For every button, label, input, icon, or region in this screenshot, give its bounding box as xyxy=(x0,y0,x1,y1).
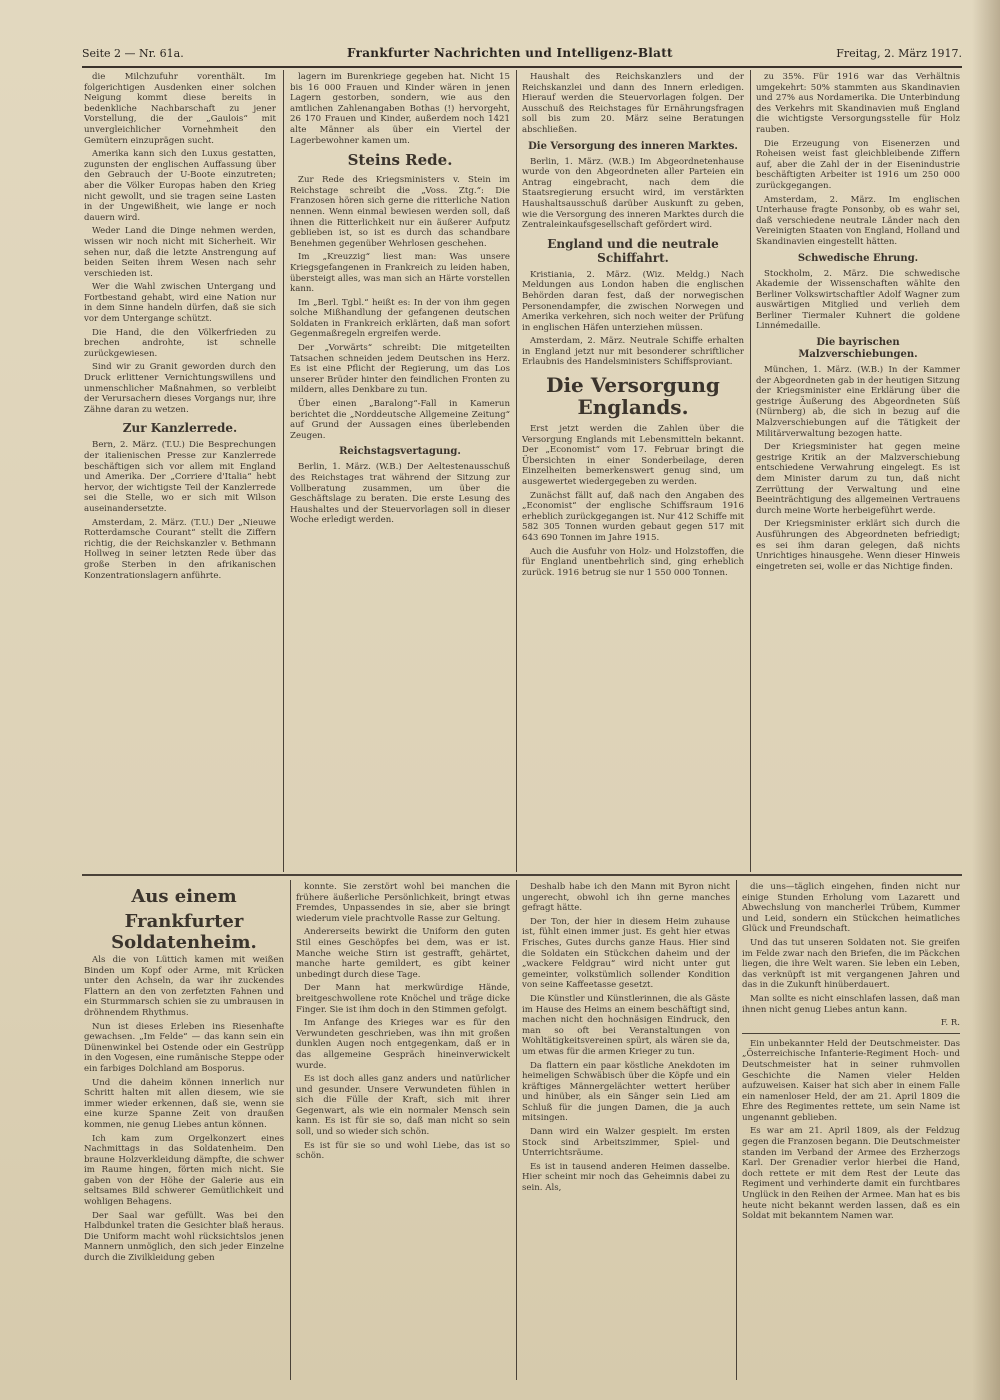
paragraph: Die Erzeugung von Eisenerzen und Roheisen weist fast gleichbleibende Ziffern auf, aber die Zahl der in der Eisenindustrie beschäftigten Arbeiter ist 1916 um 250 000 zurückgegangen. xyxy=(756,138,960,191)
paragraph: Erst jetzt werden die Zahlen über die Versorgung Englands mit Lebensmitteln bekannt. Der „Economist“ vom 17. Februar bringt die Übersichten in einer Sonderbeilage, deren Einzelheiten bemerkenswert genug sind, um ausgewertet wiedergegeben zu werden. xyxy=(522,424,744,488)
paragraph: Auch die Ausfuhr von Holz- und Holzstoffen, die für England unentbehrlich sind, ging erheblich zurück. 1916 betrug sie nur 1 550 000 Tonnen. xyxy=(522,546,744,578)
paragraph: Und das tut unseren Soldaten not. Sie greifen im Felde zwar nach den Briefen, die im Päckchen liegen, die ihre Welt waren. Sie leben ein Leben, das verknüpft ist mit vergangenen Jahren und das in die Zukunft hinüberdauert. xyxy=(742,937,960,991)
paragraph: Amerika kann sich den Luxus gestatten, zugunsten der englischen Auffassung über den Gebrauch der U-Boote einzutreten; aber die Völker Europas haben den Krieg nicht gewollt, und sie tragen seine Lasten in der Ungewißheit, wie lange er noch dauern wird. xyxy=(84,149,276,223)
masthead-line xyxy=(82,40,962,68)
author-signature: F. R. xyxy=(940,1018,960,1029)
paragraph: Der Mann hat merkwürdige Hände, breitgeschwollene rote Knöchel und träge dicke Finger. Sie ist ihm doch in den Stimmen gefolgt. xyxy=(296,983,510,1015)
article-heading: Die Versorgung des inneren Marktes. xyxy=(528,140,738,152)
article-heading: England und die neutrale Schiffahrt. xyxy=(547,236,719,265)
paragraph: München, 1. März. (W.B.) In der Kammer der Abgeordneten gab in der heutigen Sitzung der Kriegsminister eine Erklärung über die gestrige Äußerung des Abgeordneten Süß (Nürnberg) ab, die sich in bezug auf die Malzverschiebungen auf die Tätigkeit der Militärverwaltung bezogen hatte. xyxy=(756,365,960,439)
column-2 xyxy=(290,72,510,870)
paragraph: Im Anfange des Krieges war es für den Verwundeten geschrieben, was ihn mit großen dunklen Augen noch entgegenkam, daß er in das allgemeine Gespräch hineinverwickelt wurde. xyxy=(296,1018,510,1071)
page-edge-shadow xyxy=(972,0,1000,1400)
paragraph: Stockholm, 2. März. Die schwedische Akademie der Wissenschaften wählte den Berliner Volkswirtschaftler Adolf Wagner zum auswärtigen Mitglied und verlieh dem Berliner Tiermaler Kuhnert die goldene Linnémedaille. xyxy=(756,268,960,332)
paragraph: die uns—täglich eingehen, finden nicht nur einige Stunden Erholung vom Lazarett und Abwechslung von mancherlei Trübem, Kummer und Leid, sondern ein Stückchen heimatliches Glück und Freundschaft. xyxy=(742,882,960,935)
feuilleton-column-1 xyxy=(84,882,284,1382)
paragraph: Bern, 2. März. (T.U.) Die Besprechungen der italienischen Presse zur Kanzlerrede beschäftigen sich vor allem mit England und Amerika. Der „Corriere d'Italia“ hebt hervor, der wichtigste Teil der Kanzlerrede sei die Stelle, wo er sich mit Wilson auseinandersetzte. xyxy=(84,440,276,514)
paragraph: Ich kam zum Orgelkonzert eines Nachmittags in das Soldatenheim. Den braune Holzverkleidung dämpfte, die schwer im Raume hingen, förten mich nicht. Sie gaben von der Höhe der Galerie aus ein seltsames Bild schwerer Gemütlichkeit und wohligen Behagens. xyxy=(84,1133,284,1208)
paragraph: Als die von Lüttich kamen mit weißen Binden um Kopf oder Arme, mit Krücken unter den Achseln, da war ihr zuckendes Flattern an den von zerfetzten Fahnen und ein Sturmmarsch schien sie zu umbrausen in dröhnendem Rhythmus. xyxy=(84,955,284,1018)
paragraph: konnte. Sie zerstört wohl bei manchen die frühere äußerliche Persönlichkeit, bringt etwas Fremdes, Unpassendes in sie, aber sie bringt wiederum viele prachtvolle Rasse zur Geltung. xyxy=(296,882,510,924)
article-heading: Schwedische Ehrung. xyxy=(797,252,919,264)
paragraph: Im „Kreuzzig“ liest man: Was unsere Kriegsgefangenen in Frankreich zu leiden haben, übersteigt alles, was man sich an Härte vorstellen kann. xyxy=(290,252,510,295)
paragraph: Die Hand, die den Völkerfrieden zu brechen androhte, ist schnelle zurückgewiesen. xyxy=(84,327,276,359)
paragraph: Amsterdam, 2. März. Neutrale Schiffe erhalten in England jetzt nur mit besonderer schriftlicher Erlaubnis des Handelsministers Schiffsproviant. xyxy=(522,336,744,368)
paragraph: Weder Land die Dinge nehmen werden, wissen wir noch nicht mit Sicherheit. Wir sehen nur, daß die letzte Anstrengung auf beiden Seiten ihrem Wesen nach sehr verschieden ist. xyxy=(84,226,276,279)
paragraph: Über einen „Baralong“-Fall in Kamerun berichtet die „Norddeutsche Allgemeine Zeitung“ auf Grund der Aussagen eines überlebenden Zeugen. xyxy=(290,399,510,441)
page-number: Seite 2 — Nr. 61a. xyxy=(82,46,184,60)
paragraph: Es ist doch alles ganz anders und natürlicher und gesunder. Unsere Verwundeten fühlen in sich die Fülle der Kraft, sich mit ihrer Gegenwart, als wie ein normaler Mensch sein kann. Es ist für sie so, daß man nicht so sein soll, und so wieder sich schön. xyxy=(296,1074,510,1138)
column-3 xyxy=(522,72,744,870)
article-heading: Die bayrischen Malzverschiebungen. xyxy=(798,337,918,361)
paragraph: Wer die Wahl zwischen Untergang und Fortbestand gehabt, wird eine Nation nur in dem Sinne handeln dürfen, daß sie sich vor dem Untergange schützt. xyxy=(84,282,276,325)
article-heading: Die Versorgung Englands. xyxy=(546,373,720,420)
paragraph: Der „Vorwärts“ schreibt: Die mitgeteilten Tatsachen schneiden jedem Deutschen ins Herz. Es ist eine Pflicht der Regierung, um das Los unserer Brüder hinter den feindlichen Fronten zu mildern, alles Denkbare zu tun. xyxy=(290,343,510,396)
paragraph: zu 35%. Für 1916 war das Verhältnis umgekehrt: 50% stammten aus Skandinavien und 27% aus Nordamerika. Die Unterbindung des Verkehrs mit Skandinavien muß England die wichtigste Versorgungsstelle für Holz rauben. xyxy=(756,72,960,135)
column-rule xyxy=(750,70,751,872)
newspaper-title: Frankfurter Nachrichten und Intelligenz-Blatt xyxy=(346,46,673,60)
column-1 xyxy=(84,72,276,870)
paragraph: Der Saal war gefüllt. Was bei den Halbdunkel traten die Gesichter blaß heraus. Die Uniform macht wohl rücksichtslos jenen Mannern unmöglich, den sich jeder Einzelne durch die Zivilkleidung geben xyxy=(84,1210,284,1264)
paragraph: Es ist in tausend anderen Heimen dasselbe. Hier scheint mir noch das Geheimnis dabei zu sein. Als, xyxy=(522,1161,730,1194)
section-divider xyxy=(82,874,962,876)
paragraph: lagern im Burenkriege gegeben hat. Nicht 15 bis 16 000 Frauen und Kinder wären in jenen Lagern gestorben, sondern, wie aus den amtlichen Zahlenangaben Bothas (!) hervorgeht, 26 170 Frauen und Kinder, außerdem noch 1421 alte Männer als über ein Viertel der Lagerbewohner kamen um. xyxy=(290,72,510,146)
divider xyxy=(742,1033,960,1034)
article-heading: Steins Rede. xyxy=(347,151,453,170)
paragraph: Der Kriegsminister erklärt sich durch die Ausführungen des Abgeordneten befriedigt; es sei ihm daran gelegen, daß nichts Unrichtiges hinausgehe. Wenn dieser Hinweis eingetreten sei, wolle er das Nichtige finden. xyxy=(756,519,960,572)
paragraph: Im „Berl. Tgbl.“ heißt es: In der von ihm gegen solche Mißhandlung der gefangenen deutschen Soldaten in Frankreich erklärten, daß man sofort Gegenmaßregeln ergreifen werde. xyxy=(290,297,510,340)
column-rule xyxy=(516,70,517,872)
paragraph: Nun ist dieses Erleben ins Riesenhafte gewachsen. „Im Felde“ — das kann sein ein Dünenwinkel bei Ostende oder ein Gestrüpp in den Vogesen, eine rumänische Steppe oder ein farbiges Dolchland am Bosporus. xyxy=(84,1021,284,1074)
paragraph: Kristiania, 2. März. (Wiz. Meldg.) Nach Meldungen aus London haben die englischen Behörden daran fest, daß der norwegischen Personendampfer, die zwischen Norwegen und Amerika verkehren, sich noch weiter der Prüfung in englischen Häfen unterziehen müssen. xyxy=(522,269,744,333)
column-rule xyxy=(516,880,517,1380)
paragraph: Haushalt des Reichskanzlers und der Reichskanzlei und dann des Innern erledigen. Hierauf werden die Steuervorlagen folgen. Der Ausschuß des Reichstages für Ernährungsfragen soll bis zum 20. März seine Beratungen abschließen. xyxy=(522,72,744,135)
feuilleton-column-2 xyxy=(296,882,510,1382)
paragraph: Man sollte es nicht einschlafen lassen, daß man ihnen nicht genug Liebes antun kann. xyxy=(742,993,960,1015)
paragraph: Und die daheim können innerlich nur Schritt halten mit allen diesem, wie sie immer wieder erkennen, daß sie, wenn sie eine kurze Spanne Zeit von draußen kommen, nie genug Liebes antun können. xyxy=(84,1077,284,1130)
paragraph: Amsterdam, 2. März. (T.U.) Der „Nieuwe Rotterdamsche Courant“ stellt die Ziffern richtig, die der Reichskanzler v. Bethmann Hollweg in seiner letzten Rede über das große Sterben in den afrikanischen Konzentrationslagern anführte. xyxy=(84,517,276,581)
paragraph: Da flattern ein paar köstliche Anekdoten im heimeligen Schwäbisch über die Köpfe und ein kräftiges Männergelächter wettert herüber und hinüber, als ein Sänger sein Lied am Schluß für die jungen Damen, die ja auch mitsingen. xyxy=(522,1060,730,1124)
column-rule xyxy=(736,880,737,1380)
paragraph: die Milchzufuhr vorenthält. Im folgerichtigen Ausdenken einer solchen Neigung kommt diese bereits in bedenkliche Nachbarschaft zu jener Vorstellung, die der „Gaulois“ mit unvergleichlicher Vornehmheit den Gemütern einzuprägen sucht. xyxy=(84,72,276,146)
paragraph: Ein unbekannter Held der Deutschmeister. Das „Österreichische Infanterie-Regiment Hoch- und Deutschmeister hat in seiner ruhmvollen Geschichte die Namen vieler Helden aufzuweisen. Kaiser hat sich aber in einem Falle ein namenloser Held, der am 21. April 1809 die Ehre des Regimentes rettete, um sein Name ist ungenannt geblieben. xyxy=(742,1038,960,1123)
feuilleton-column-4 xyxy=(742,882,960,1382)
paragraph: Der Kriegsminister hat gegen meine gestrige Kritik an der Malzverschiebung entschiedene Verwahrung eingelegt. Es ist dem Minister darum zu tun, daß nicht Zerrüttung der Verwaltung und eine Beeinträchtigung des allgemeinen Vertrauens durch meine Worte herbeigeführt werde. xyxy=(756,442,960,516)
paragraph: Andererseits bewirkt die Uniform den guten Stil eines Geschöpfes bei dem, was er ist. Manche weiche Stirn ist gestrafft, gehärtet, manche harte gemildert, es gibt keiner unbedingt durch diese Tage. xyxy=(296,927,510,980)
paragraph: Zunächst fällt auf, daß nach den Angaben des „Economist“ der englische Schiffsraum 1916 erheblich zurückgegangen ist. Nur 412 Schiffe mit 582 305 Tonnen wurden gebaut gegen 517 mit 643 690 Tonnen im Jahre 1915. xyxy=(522,490,744,543)
paragraph: Berlin, 1. März. (W.B.) Im Abgeordnetenhause wurde von den Abgeordneten aller Parteien ein Antrag eingebracht, nach dem die Staatsregierung ersucht wird, im verstärkten Haushaltsausschuß darüber Auskunft zu geben, wie die Versorgung des inneren Marktes durch die Zentraleinkaufsgesellschaft gefördert wird. xyxy=(522,156,744,231)
paragraph: Sind wir zu Granit geworden durch den Druck erlittener Vernichtungswillens und unmenschlicher Maßnahmen, so verbleibt der Verursachern dieses Vorgangs nur, ihre Zähne daran zu wetzen. xyxy=(84,362,276,415)
paragraph: Der Ton, der hier in diesem Heim zuhause ist, fühlt einen immer just. Es geht hier etwas Frisches, Gutes durchs ganze Haus. Hier sind die Soldaten ein Stückchen daheim und der „wackere Feldgrau“ wird nicht unter gut gemeinter, volkstümlich sollender Kondition von seine Kaffeetasse gesetzt. xyxy=(522,916,730,991)
paragraph: Es ist für sie so und wohl Liebe, das ist so schön. xyxy=(296,1140,510,1162)
paragraph: Zur Rede des Kriegsministers v. Stein im Reichstage schreibt die „Voss. Ztg.“: Die Franzosen hören sich gerne die ritterliche Nation nennen. Wenn einmal bewiesen werden soll, daß ihnen die Ritterlichkeit nur ein äußerer Aufputz geblieben ist, so ist es durch das schandbare Benehmen gegenüber Wehrlosen geschehen. xyxy=(290,175,510,249)
column-rule xyxy=(290,880,291,1380)
paragraph: Es war am 21. April 1809, als der Feldzug gegen die Franzosen begann. Die Deutschmeister standen im Verband der Armee des Erzherzogs Karl. Der Grenadier verlor hierbei die Hand, doch rettete er mit dem Rest der Leute das Regiment und verhinderte damit ein furchtbares Unglück in den Reihen der Armee. Man hat es bis heute nicht bekannt werden lassen, daß es ein Soldat mit bekanntem Namen war. xyxy=(742,1126,960,1222)
feuilleton-title-line-2: Frankfurter Soldatenheim. xyxy=(111,911,257,953)
column-4 xyxy=(756,72,960,870)
paragraph: Berlin, 1. März. (W.B.) Der Aeltestenausschuß des Reichstages trat während der Sitzung zur Vollberatung zusammen, um über die Geschäftslage zu beraten. Die erste Lesung des Haushaltes und der Steuervorlagen soll in dieser Woche erledigt werden. xyxy=(290,462,510,526)
article-heading: Zur Kanzlerrede. xyxy=(122,421,238,436)
feuilleton-title-line-1: Aus einem xyxy=(131,886,237,907)
feuilleton-column-3 xyxy=(522,882,730,1382)
paragraph: Deshalb habe ich den Mann mit Byron nicht ungerecht, obwohl ich ihn gerne manches gefragt hätte. xyxy=(522,882,730,914)
paragraph: Die Künstler und Künstlerinnen, die als Gäste im Hause des Heims an einem beschäftigt sind, machen nicht den hochnäsigen Eindruck, den man so oft bei Veranstaltungen von Wohltätigkeitsvereinen spürt, als wären sie da, um etwas für die armen Krieger zu tun. xyxy=(522,993,730,1057)
paragraph: Amsterdam, 2. März. Im englischen Unterhause fragte Ponsonby, ob es wahr sei, daß verschiedene neutrale Länder nach den Vereinigten Staaten von England, Holland und Skandinavien eingestellt hätten. xyxy=(756,194,960,247)
column-rule xyxy=(283,70,284,872)
paragraph: Dann wird ein Walzer gespielt. Im ersten Stock sind Arbeitszimmer, Spiel- und Unterrichtsräume. xyxy=(522,1127,730,1159)
issue-date: Freitag, 2. März 1917. xyxy=(836,46,962,60)
article-heading: Reichstagsvertagung. xyxy=(339,446,461,458)
